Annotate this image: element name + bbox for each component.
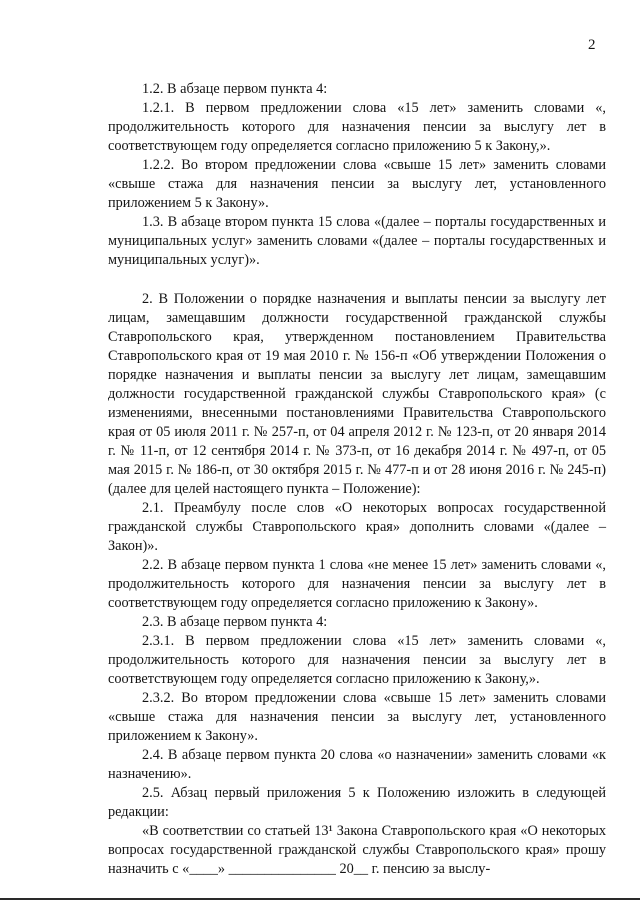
page-number: 2 <box>588 37 596 53</box>
paragraph: 1.2.2. Во втором предложении слова «свыше 15 лет» заменить словами «свыше стажа для назначения пенсии за выслугу лет, установленного приложением 5 к Закону». <box>108 157 606 211</box>
paragraph: 1.3. В абзаце втором пункта 15 слова «(далее – порталы государственных и муниципальных услуг» заменить словами «(далее – порталы государственных и муниципальных услуг)». <box>108 214 606 268</box>
paragraph: 2.1. Преамбулу после слов «О некоторых вопросах государственной гражданской службы Ставропольского края» дополнить словами «(далее – Закон)». <box>108 500 606 554</box>
paragraph: 1.2.1. В первом предложении слова «15 лет» заменить словами «, продолжительность которого для назначения пенсии за выслугу лет в соответствующем году определяется согласно приложению 5 к Закону,». <box>108 100 606 154</box>
paragraph: 2.5. Абзац первый приложения 5 к Положению изложить в следующей редакции: <box>108 785 606 820</box>
document-body <box>108 80 606 879</box>
paragraph: 2.3. В абзаце первом пункта 4: <box>142 614 328 630</box>
paragraph: 2.3.2. Во втором предложении слова «свыше 15 лет» заменить словами «свыше стажа для назначения пенсии за выслугу лет, установленного приложением к Закону». <box>108 690 606 744</box>
paragraph: 1.2. В абзаце первом пункта 4: <box>142 81 328 97</box>
paragraph: 2.4. В абзаце первом пункта 20 слова «о назначении» заменить словами «к назначению». <box>108 747 606 782</box>
scan-edge-line <box>0 898 640 900</box>
paragraph: 2. В Положении о порядке назначения и выплаты пенсии за выслугу лет лицам, замещавшим должности государственной гражданской службы Ставропольского края, утвержденном постановлением Правительства Ставропольского края от 19 мая 2010 г. № 156-п «Об утверждении Положения о порядке назначения и выплаты пенсии за выслугу лет лицам, замещавшим должности государственной гражданской службы Ставропольского края» (с изменениями, внесенными постановлениями Правительства Ставропольского края от 05 июля 2011 г. № 257-п, от 04 апреля 2012 г. № 123-п, от 20 января 2014 г. № 11-п, от 12 сентября 2014 г. № 373-п, от 16 декабря 2014 г. № 497-п, от 05 мая 2015 г. № 186-п, от 30 октября 2015 г. № 477-п и от 28 июня 2016 г. № 245-п) (далее для целей настоящего пункта – Положение): <box>108 291 606 497</box>
paragraph: 2.3.1. В первом предложении слова «15 лет» заменить словами «, продолжительность которого для назначения пенсии за выслугу лет в соответствующем году определяется согласно приложению к Закону,». <box>108 633 606 687</box>
paragraph: «В соответствии со статьей 13¹ Закона Ставропольского края «О некоторых вопросах государственной гражданской службы Ставропольского края» прошу назначить с «____» _______________ 20__ г. пенсию за выслу- <box>108 823 606 877</box>
paragraph: 2.2. В абзаце первом пункта 1 слова «не менее 15 лет» заменить словами «, продолжительность которого для назначения пенсии за выслугу лет в соответствующем году определяется согласно приложению к Закону». <box>108 557 606 611</box>
